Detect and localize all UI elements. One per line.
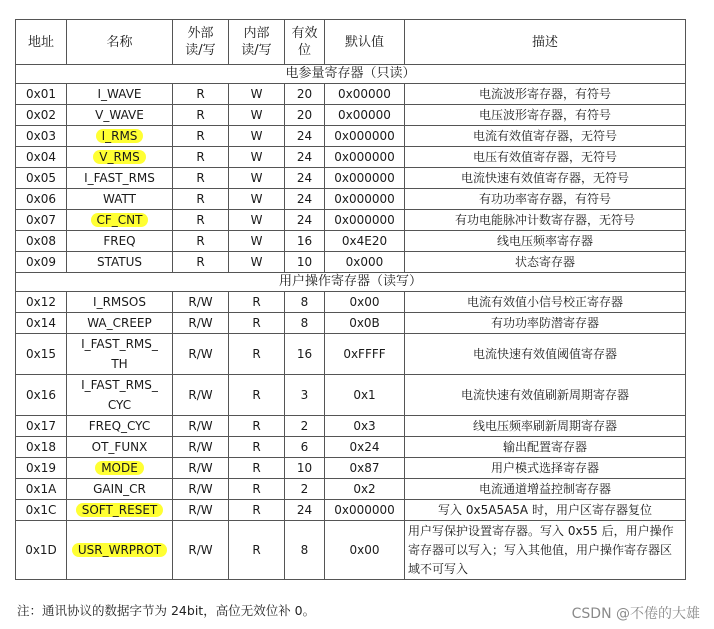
int-rw-cell: R xyxy=(229,437,285,458)
default-cell: 0xFFFF xyxy=(325,334,405,375)
column-header: 默认值 xyxy=(325,20,405,65)
default-cell: 0x000 xyxy=(325,252,405,273)
description-cell: 用户写保护设置寄存器。写入 0x55 后，用户操作寄存器可以写入；写入其他值，用户操作寄存器区域不可写入 xyxy=(405,521,686,580)
address-cell: 0x07 xyxy=(16,210,67,231)
int-rw-cell: R xyxy=(229,479,285,500)
int-rw-cell: R xyxy=(229,458,285,479)
table-row xyxy=(16,437,686,458)
bits-cell: 24 xyxy=(285,500,325,521)
bits-cell: 2 xyxy=(285,416,325,437)
table-row xyxy=(16,500,686,521)
address-cell: 0x14 xyxy=(16,313,67,334)
highlighted-name: SOFT_RESET xyxy=(76,503,164,517)
description-cell: 电流通道增益控制寄存器 xyxy=(405,479,686,500)
address-cell: 0x12 xyxy=(16,292,67,313)
address-cell: 0x05 xyxy=(16,168,67,189)
default-cell: 0x000000 xyxy=(325,500,405,521)
default-cell: 0x000000 xyxy=(325,126,405,147)
int-rw-cell: R xyxy=(229,313,285,334)
int-rw-cell: R xyxy=(229,500,285,521)
ext-rw-cell: R/W xyxy=(173,292,229,313)
name-cell: I_FAST_RMS_ TH xyxy=(67,334,173,375)
section-title: 用户操作寄存器（读写） xyxy=(16,273,686,292)
ext-rw-cell: R xyxy=(173,231,229,252)
bits-cell: 8 xyxy=(285,313,325,334)
address-cell: 0x1C xyxy=(16,500,67,521)
ext-rw-cell: R/W xyxy=(173,416,229,437)
ext-rw-cell: R xyxy=(173,252,229,273)
int-rw-cell: W xyxy=(229,84,285,105)
column-header: 描述 xyxy=(405,20,686,65)
description-cell: 电压有效值寄存器，无符号 xyxy=(405,147,686,168)
bits-cell: 24 xyxy=(285,189,325,210)
bits-cell: 6 xyxy=(285,437,325,458)
highlighted-name: V_RMS xyxy=(93,150,146,164)
address-cell: 0x1D xyxy=(16,521,67,580)
description-cell: 电压波形寄存器，有符号 xyxy=(405,105,686,126)
section-title: 电参量寄存器（只读） xyxy=(16,65,686,84)
name-cell xyxy=(67,210,173,231)
int-rw-cell: W xyxy=(229,231,285,252)
name-cell: FREQ xyxy=(67,231,173,252)
bits-cell: 24 xyxy=(285,168,325,189)
default-cell: 0x00 xyxy=(325,292,405,313)
bits-cell: 20 xyxy=(285,84,325,105)
int-rw-cell: R xyxy=(229,375,285,416)
address-cell: 0x15 xyxy=(16,334,67,375)
ext-rw-cell: R/W xyxy=(173,375,229,416)
name-cell: I_WAVE xyxy=(67,84,173,105)
table-row xyxy=(16,84,686,105)
column-header: 有效 位 xyxy=(285,20,325,65)
highlighted-name: CF_CNT xyxy=(91,213,149,227)
bits-cell: 24 xyxy=(285,126,325,147)
address-cell: 0x1A xyxy=(16,479,67,500)
name-cell: WATT xyxy=(67,189,173,210)
table-row xyxy=(16,168,686,189)
bits-cell: 10 xyxy=(285,458,325,479)
int-rw-cell: W xyxy=(229,126,285,147)
description-cell: 线电压频率寄存器 xyxy=(405,231,686,252)
name-cell xyxy=(67,126,173,147)
int-rw-cell: W xyxy=(229,210,285,231)
name-cell: I_FAST_RMS xyxy=(67,168,173,189)
description-cell: 电流有效值寄存器，无符号 xyxy=(405,126,686,147)
description-cell: 有功功率防潜寄存器 xyxy=(405,313,686,334)
description-cell: 电流快速有效值寄存器，无符号 xyxy=(405,168,686,189)
address-cell: 0x08 xyxy=(16,231,67,252)
table-body xyxy=(16,65,686,580)
table-row xyxy=(16,210,686,231)
address-cell: 0x01 xyxy=(16,84,67,105)
description-cell: 写入 0x5A5A5A 时，用户区寄存器复位 xyxy=(405,500,686,521)
bits-cell: 20 xyxy=(285,105,325,126)
ext-rw-cell: R/W xyxy=(173,334,229,375)
default-cell: 0x00 xyxy=(325,521,405,580)
default-cell: 0x0B xyxy=(325,313,405,334)
int-rw-cell: W xyxy=(229,189,285,210)
ext-rw-cell: R/W xyxy=(173,437,229,458)
default-cell: 0x00000 xyxy=(325,105,405,126)
table-row xyxy=(16,416,686,437)
address-cell: 0x06 xyxy=(16,189,67,210)
address-cell: 0x09 xyxy=(16,252,67,273)
description-cell: 电流波形寄存器，有符号 xyxy=(405,84,686,105)
column-header: 名称 xyxy=(67,20,173,65)
description-cell: 状态寄存器 xyxy=(405,252,686,273)
name-cell: FREQ_CYC xyxy=(67,416,173,437)
ext-rw-cell: R xyxy=(173,147,229,168)
int-rw-cell: R xyxy=(229,521,285,580)
bits-cell: 24 xyxy=(285,147,325,168)
name-cell: I_FAST_RMS_ CYC xyxy=(67,375,173,416)
name-cell xyxy=(67,458,173,479)
table-row xyxy=(16,105,686,126)
name-cell xyxy=(67,521,173,580)
address-cell: 0x18 xyxy=(16,437,67,458)
bits-cell: 8 xyxy=(285,521,325,580)
ext-rw-cell: R xyxy=(173,126,229,147)
default-cell: 0x000000 xyxy=(325,189,405,210)
description-cell: 电流快速有效值刷新周期寄存器 xyxy=(405,375,686,416)
table-row xyxy=(16,126,686,147)
watermark: CSDN @不倦的大雄 xyxy=(571,606,700,622)
description-cell: 电流快速有效值阈值寄存器 xyxy=(405,334,686,375)
int-rw-cell: W xyxy=(229,168,285,189)
ext-rw-cell: R xyxy=(173,105,229,126)
name-cell xyxy=(67,147,173,168)
bits-cell: 24 xyxy=(285,210,325,231)
ext-rw-cell: R/W xyxy=(173,521,229,580)
name-cell: GAIN_CR xyxy=(67,479,173,500)
table-row xyxy=(16,147,686,168)
highlighted-name: USR_WRPROT xyxy=(72,543,167,557)
int-rw-cell: R xyxy=(229,292,285,313)
table-header-row xyxy=(16,20,686,65)
ext-rw-cell: R/W xyxy=(173,458,229,479)
address-cell: 0x03 xyxy=(16,126,67,147)
default-cell: 0x87 xyxy=(325,458,405,479)
table-row xyxy=(16,521,686,580)
section-header-row xyxy=(16,273,686,292)
table-row xyxy=(16,458,686,479)
table-row xyxy=(16,334,686,375)
int-rw-cell: W xyxy=(229,252,285,273)
default-cell: 0x00000 xyxy=(325,84,405,105)
column-header: 内部 读/写 xyxy=(229,20,285,65)
default-cell: 0x3 xyxy=(325,416,405,437)
register-table xyxy=(15,19,686,580)
ext-rw-cell: R xyxy=(173,168,229,189)
bits-cell: 8 xyxy=(285,292,325,313)
table-row xyxy=(16,231,686,252)
default-cell: 0x1 xyxy=(325,375,405,416)
ext-rw-cell: R xyxy=(173,189,229,210)
bits-cell: 10 xyxy=(285,252,325,273)
int-rw-cell: W xyxy=(229,147,285,168)
default-cell: 0x000000 xyxy=(325,168,405,189)
footnote: 注：通讯协议的数据字节为 24bit，高位无效位补 0。 xyxy=(17,603,316,618)
default-cell: 0x2 xyxy=(325,479,405,500)
ext-rw-cell: R/W xyxy=(173,500,229,521)
default-cell: 0x24 xyxy=(325,437,405,458)
address-cell: 0x19 xyxy=(16,458,67,479)
description-cell: 线电压频率刷新周期寄存器 xyxy=(405,416,686,437)
int-rw-cell: W xyxy=(229,105,285,126)
name-cell: STATUS xyxy=(67,252,173,273)
ext-rw-cell: R/W xyxy=(173,479,229,500)
table-row xyxy=(16,479,686,500)
table-row xyxy=(16,292,686,313)
description-cell: 有功电能脉冲计数寄存器，无符号 xyxy=(405,210,686,231)
address-cell: 0x17 xyxy=(16,416,67,437)
table-row xyxy=(16,313,686,334)
address-cell: 0x04 xyxy=(16,147,67,168)
description-cell: 用户模式选择寄存器 xyxy=(405,458,686,479)
name-cell xyxy=(67,500,173,521)
name-cell: V_WAVE xyxy=(67,105,173,126)
ext-rw-cell: R xyxy=(173,210,229,231)
ext-rw-cell: R/W xyxy=(173,313,229,334)
table-row xyxy=(16,375,686,416)
address-cell: 0x16 xyxy=(16,375,67,416)
name-cell: WA_CREEP xyxy=(67,313,173,334)
description-cell: 有功功率寄存器，有符号 xyxy=(405,189,686,210)
int-rw-cell: R xyxy=(229,416,285,437)
table-row xyxy=(16,252,686,273)
column-header: 外部 读/写 xyxy=(173,20,229,65)
int-rw-cell: R xyxy=(229,334,285,375)
name-cell: OT_FUNX xyxy=(67,437,173,458)
bits-cell: 2 xyxy=(285,479,325,500)
bits-cell: 3 xyxy=(285,375,325,416)
default-cell: 0x000000 xyxy=(325,210,405,231)
name-cell: I_RMSOS xyxy=(67,292,173,313)
description-cell: 输出配置寄存器 xyxy=(405,437,686,458)
column-header: 地址 xyxy=(16,20,67,65)
highlighted-name: MODE xyxy=(95,461,144,475)
table-row xyxy=(16,189,686,210)
description-cell: 电流有效值小信号校正寄存器 xyxy=(405,292,686,313)
address-cell: 0x02 xyxy=(16,105,67,126)
bits-cell: 16 xyxy=(285,334,325,375)
bits-cell: 16 xyxy=(285,231,325,252)
default-cell: 0x000000 xyxy=(325,147,405,168)
highlighted-name: I_RMS xyxy=(96,129,144,143)
section-header-row xyxy=(16,65,686,84)
ext-rw-cell: R xyxy=(173,84,229,105)
default-cell: 0x4E20 xyxy=(325,231,405,252)
